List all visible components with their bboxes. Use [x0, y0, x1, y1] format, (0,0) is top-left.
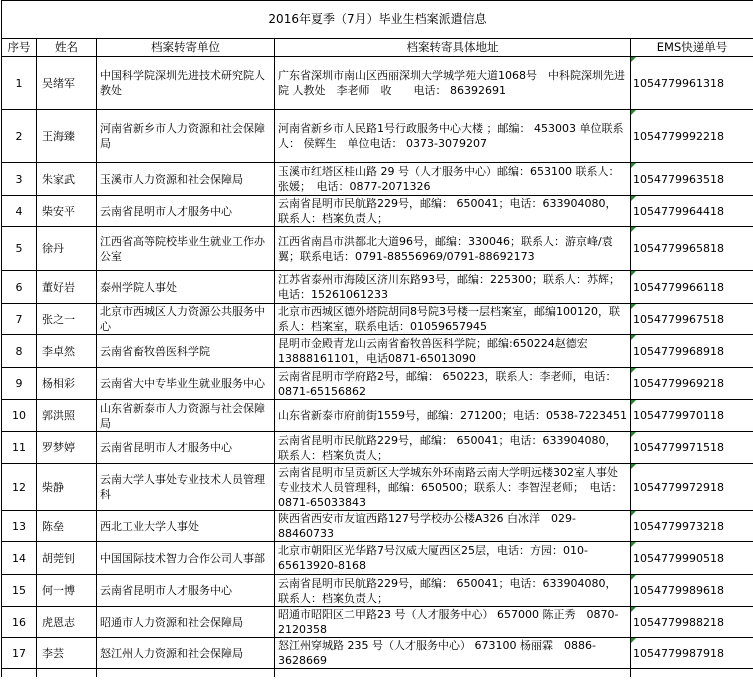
table-row-cutoff: [2, 669, 753, 677]
row-address: 怒江州穿城路 235 号（人才服务中心） 673100 杨丽霖 0886-3628669: [275, 638, 631, 669]
row-address: 昭通市昭阳区二甲路23 号（人才服务中心） 657000 陈正秀 0870-2120358: [275, 607, 631, 638]
row-unit: 云南省大中专毕业生就业服务中心: [97, 368, 275, 400]
cutoff-cell: [631, 669, 753, 677]
cutoff-cell: [2, 669, 37, 677]
table-row: [2, 638, 753, 669]
row-ems-number: 1054779988218: [631, 607, 753, 638]
row-address: 云南省昆明市呈贡新区大学城东外环南路云南大学明远楼302室人事处专业技术人员管理科，邮编：650500；联系人：李智涅老师； 电话：0871-65033843: [275, 464, 631, 511]
row-unit: 怒江州人力资源和社会保障局: [97, 638, 275, 669]
row-unit: 云南省昆明市人才服务中心: [97, 575, 275, 607]
row-unit: 河南省新乡市人力资源和社会保障局: [97, 110, 275, 163]
row-index: 6: [2, 271, 37, 304]
row-index: 12: [2, 464, 37, 511]
table-row: [2, 304, 753, 335]
cutoff-cell: [37, 669, 97, 677]
row-unit: 云南大学人事处专业技术人员管理科: [97, 464, 275, 511]
dispatch-table: [1, 0, 753, 677]
row-unit: 泰州学院人事处: [97, 271, 275, 304]
row-address: 云南省昆明市学府路2号，邮编： 650223，联系人：李老师，电话： 0871-65156862: [275, 368, 631, 400]
row-index: 8: [2, 335, 37, 368]
row-name: 王海臻: [37, 110, 97, 163]
row-name: 柴安平: [37, 196, 97, 227]
table-row: [2, 271, 753, 304]
row-ems-number: 1054779964418: [631, 196, 753, 227]
row-name: 杨相彩: [37, 368, 97, 400]
row-unit: 云南省昆明市人才服务中心: [97, 432, 275, 464]
row-name: 朱家武: [37, 163, 97, 196]
row-ems-number: 1054779966118: [631, 271, 753, 304]
row-unit: 云南省昆明市人才服务中心: [97, 196, 275, 227]
row-address: 昆明市金殿青龙山云南省畜牧兽医科学院；邮编:650224赵德宏 13888161101，电话0871-65013090: [275, 335, 631, 368]
row-address: 北京市朝阳区光华路7号汉威大厦西区25层，电话：方园：010-65613920-8168: [275, 542, 631, 575]
table-row: [2, 607, 753, 638]
table-row: [2, 432, 753, 464]
row-unit: 中国科学院深圳先进技术研究院人教处: [97, 57, 275, 110]
row-unit: 西北工业大学人事处: [97, 511, 275, 542]
row-address: 玉溪市红塔区桂山路 29 号（人才服务中心）邮编：653100 联系人：张媛； 电话：0877-2071326: [275, 163, 631, 196]
row-ems-number: 1054779989618: [631, 575, 753, 607]
row-ems-number: 1054779973218: [631, 511, 753, 542]
row-unit: 山东省新泰市人力资源与社会保障局: [97, 400, 275, 432]
row-address: 江苏省泰州市海陵区济川东路93号，邮编：225300；联系人：苏辉；电话：15261061233: [275, 271, 631, 304]
title-row: [2, 1, 753, 39]
row-unit: 中国国际技术智力合作公司人事部: [97, 542, 275, 575]
table-row: [2, 400, 753, 432]
cutoff-cell: [97, 669, 275, 677]
row-name: 柴静: [37, 464, 97, 511]
row-address: 山东省新泰市府前街1559号，邮编：271200；电话：0538-7223451: [275, 400, 631, 432]
table-row: [2, 196, 753, 227]
row-ems-number: 1054779987918: [631, 638, 753, 669]
table-row: [2, 163, 753, 196]
row-name: 李卓然: [37, 335, 97, 368]
row-name: 胡莞钊: [37, 542, 97, 575]
row-ems-number: 1054779971518: [631, 432, 753, 464]
row-unit: 玉溪市人力资源和社会保障局: [97, 163, 275, 196]
row-address: 广东省深圳市南山区西丽深圳大学城学苑大道1068号 中科院深圳先进院 人教处 李老师 收 电话： 86392691: [275, 57, 631, 110]
row-name: 李芸: [37, 638, 97, 669]
row-index: 13: [2, 511, 37, 542]
table-row: [2, 57, 753, 110]
table-row: [2, 575, 753, 607]
row-ems-number: 1054779990518: [631, 542, 753, 575]
table-row: [2, 368, 753, 400]
row-index: 5: [2, 227, 37, 271]
row-ems-number: 1054779972918: [631, 464, 753, 511]
table-row: [2, 335, 753, 368]
table-row: [2, 511, 753, 542]
header-unit: 档案转寄单位: [97, 39, 275, 57]
row-index: 9: [2, 368, 37, 400]
row-address: 陕西省西安市友谊西路127号学校办公楼A326 白冰洋 029-88460733: [275, 511, 631, 542]
row-index: 2: [2, 110, 37, 163]
row-ems-number: 1054779970118: [631, 400, 753, 432]
sheet-title: 2016年夏季（7月）毕业生档案派遣信息: [2, 1, 753, 39]
row-unit: 云南省畜牧兽医科学院: [97, 335, 275, 368]
header-row: [2, 39, 753, 57]
row-ems-number: 1054779965818: [631, 227, 753, 271]
row-name: 张之一: [37, 304, 97, 335]
row-name: 罗梦婷: [37, 432, 97, 464]
row-index: 4: [2, 196, 37, 227]
row-name: 郭洪照: [37, 400, 97, 432]
row-ems-number: 1054779969218: [631, 368, 753, 400]
row-index: 3: [2, 163, 37, 196]
row-ems-number: 1054779961318: [631, 57, 753, 110]
row-name: 董好岩: [37, 271, 97, 304]
header-name: 姓名: [37, 39, 97, 57]
row-index: 11: [2, 432, 37, 464]
row-unit: 江西省高等院校毕业生就业工作办公室: [97, 227, 275, 271]
row-index: 1: [2, 57, 37, 110]
row-address: 北京市西城区德外塔院胡同8号院3号楼一层档案室，邮编100120，联系人：档案室，联系电话：01059657945: [275, 304, 631, 335]
row-address: 云南省昆明市民航路229号，邮编： 650041；电话：633904080，联系人：档案负责人；: [275, 432, 631, 464]
table-row: [2, 464, 753, 511]
row-unit: 北京市西城区人力资源公共服务中心: [97, 304, 275, 335]
row-index: 15: [2, 575, 37, 607]
row-index: 14: [2, 542, 37, 575]
table-row: [2, 227, 753, 271]
row-index: 16: [2, 607, 37, 638]
row-address: 江西省南昌市洪都北大道96号，邮编：330046；联系人：游京峰/袁翼；联系电话：0791-88556969/0791-88692173: [275, 227, 631, 271]
row-name: 吴绪军: [37, 57, 97, 110]
row-address: 河南省新乡市人民路1号行政服务中心大楼 ；邮编： 453003 单位联系人： 侯辉生 单位电话： 0373-3079207: [275, 110, 631, 163]
header-index: 序号: [2, 39, 37, 57]
table-row: [2, 542, 753, 575]
row-ems-number: 1054779963518: [631, 163, 753, 196]
row-name: 虎恩志: [37, 607, 97, 638]
table-row: [2, 110, 753, 163]
row-index: 7: [2, 304, 37, 335]
row-name: 何一博: [37, 575, 97, 607]
row-ems-number: 1054779967518: [631, 304, 753, 335]
row-unit: 昭通市人力资源和社会保障局: [97, 607, 275, 638]
header-ems: EMS快递单号: [631, 39, 753, 57]
cutoff-cell: [275, 669, 631, 677]
header-address: 档案转寄具体地址: [275, 39, 631, 57]
row-ems-number: 1054779968918: [631, 335, 753, 368]
row-name: 陈垒: [37, 511, 97, 542]
row-index: 10: [2, 400, 37, 432]
row-address: 云南省昆明市民航路229号，邮编： 650041；电话：633904080，联系人：档案负责人；: [275, 575, 631, 607]
row-index: 17: [2, 638, 37, 669]
row-ems-number: 1054779992218: [631, 110, 753, 163]
row-name: 徐丹: [37, 227, 97, 271]
row-address: 云南省昆明市民航路229号，邮编： 650041；电话：633904080，联系人：档案负责人；: [275, 196, 631, 227]
